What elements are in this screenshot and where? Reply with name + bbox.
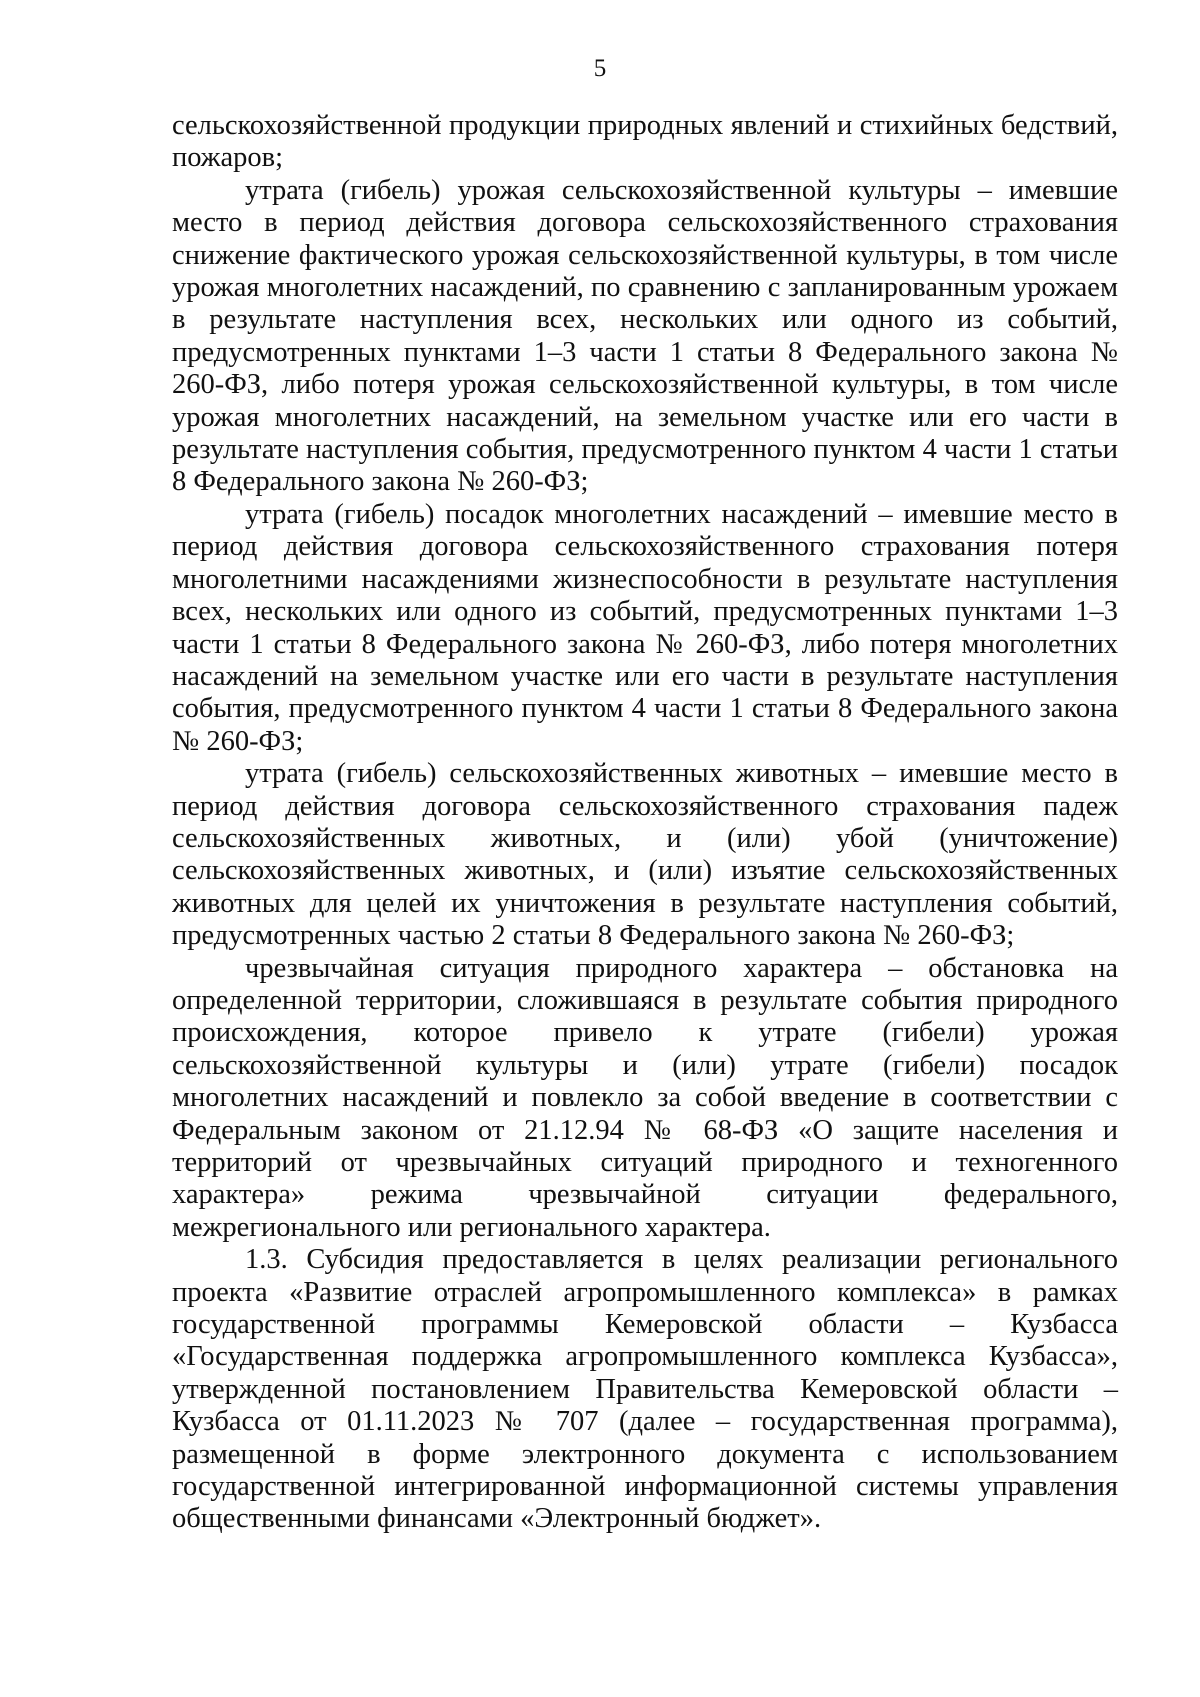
paragraph-crop-loss-definition: утрата (гибель) урожая сельскохозяйственной культуры – имевшие место в период действия договора сельскохозяйственного страхования снижение фактического урожая сельскохозяйственной культуры, в том числе урожая многолетних насаждений, по сравнению с запланированным урожаем в результате наступления всех, нескольких или одного из событий, предусмотренных пунктами 1–3 части 1 статьи 8 Федерального закона № 260-ФЗ, либо потеря урожая сельскохозяйственной культуры, в том числе урожая многолетних насаждений, на земельном участке или его части в результате наступления события, предусмотренного пунктом 4 части 1 статьи 8 Федерального закона № 260-ФЗ; [172,174,1118,498]
document-body [172,110,1118,1536]
paragraph-damage-causes-continued: сельскохозяйственной продукции природных явлений и стихийных бедствий, пожаров; [172,110,1118,174]
paragraph-subsidy-purpose-1-3: 1.3. Субсидия предоставляется в целях реализации регионального проекта «Развитие отраслей агропромышленного комплекса» в рамках государственной программы Кемеровской области – Кузбасса «Государственная поддержка агропромышленного комплекса Кузбасса», утвержденной постановлением Правительства Кемеровской области – Кузбасса от 01.11.2023 № 707 (далее – государственная программа), размещенной в форме электронного документа с использованием государственной интегрированной информационной системы управления общественными финансами «Электронный бюджет». [172,1244,1118,1535]
paragraph-natural-emergency-definition: чрезвычайная ситуация природного характера – обстановка на определенной территории, сложившаяся в результате события природного происхождения, которое привело к утрате (гибели) урожая сельскохозяйственной культуры и (или) утрате (гибели) посадок многолетних насаждений и повлекло за собой введение в соответствии с Федеральным законом от 21.12.94 № 68-ФЗ «О защите населения и территорий от чрезвычайных ситуаций природного и техногенного характера» режима чрезвычайной ситуации федерального, межрегионального или регионального характера. [172,952,1118,1243]
paragraph-perennial-plantings-loss-definition: утрата (гибель) посадок многолетних насаждений – имевшие место в период действия договора сельскохозяйственного страхования потеря многолетними насаждениями жизнеспособности в результате наступления всех, нескольких или одного из событий, предусмотренных пунктами 1–3 части 1 статьи 8 Федерального закона № 260-ФЗ, либо потеря многолетних насаждений на земельном участке или его части в результате наступления события, предусмотренного пунктом 4 части 1 статьи 8 Федерального закона № 260-ФЗ; [172,498,1118,757]
paragraph-animal-loss-definition: утрата (гибель) сельскохозяйственных животных – имевшие место в период действия договора сельскохозяйственного страхования падеж сельскохозяйственных животных, и (или) убой (уничтожение) сельскохозяйственных животных, и (или) изъятие сельскохозяйственных животных для целей их уничтожения в результате наступления событий, предусмотренных частью 2 статьи 8 Федерального закона № 260-ФЗ; [172,758,1118,952]
page-number: 5 [593,55,607,82]
